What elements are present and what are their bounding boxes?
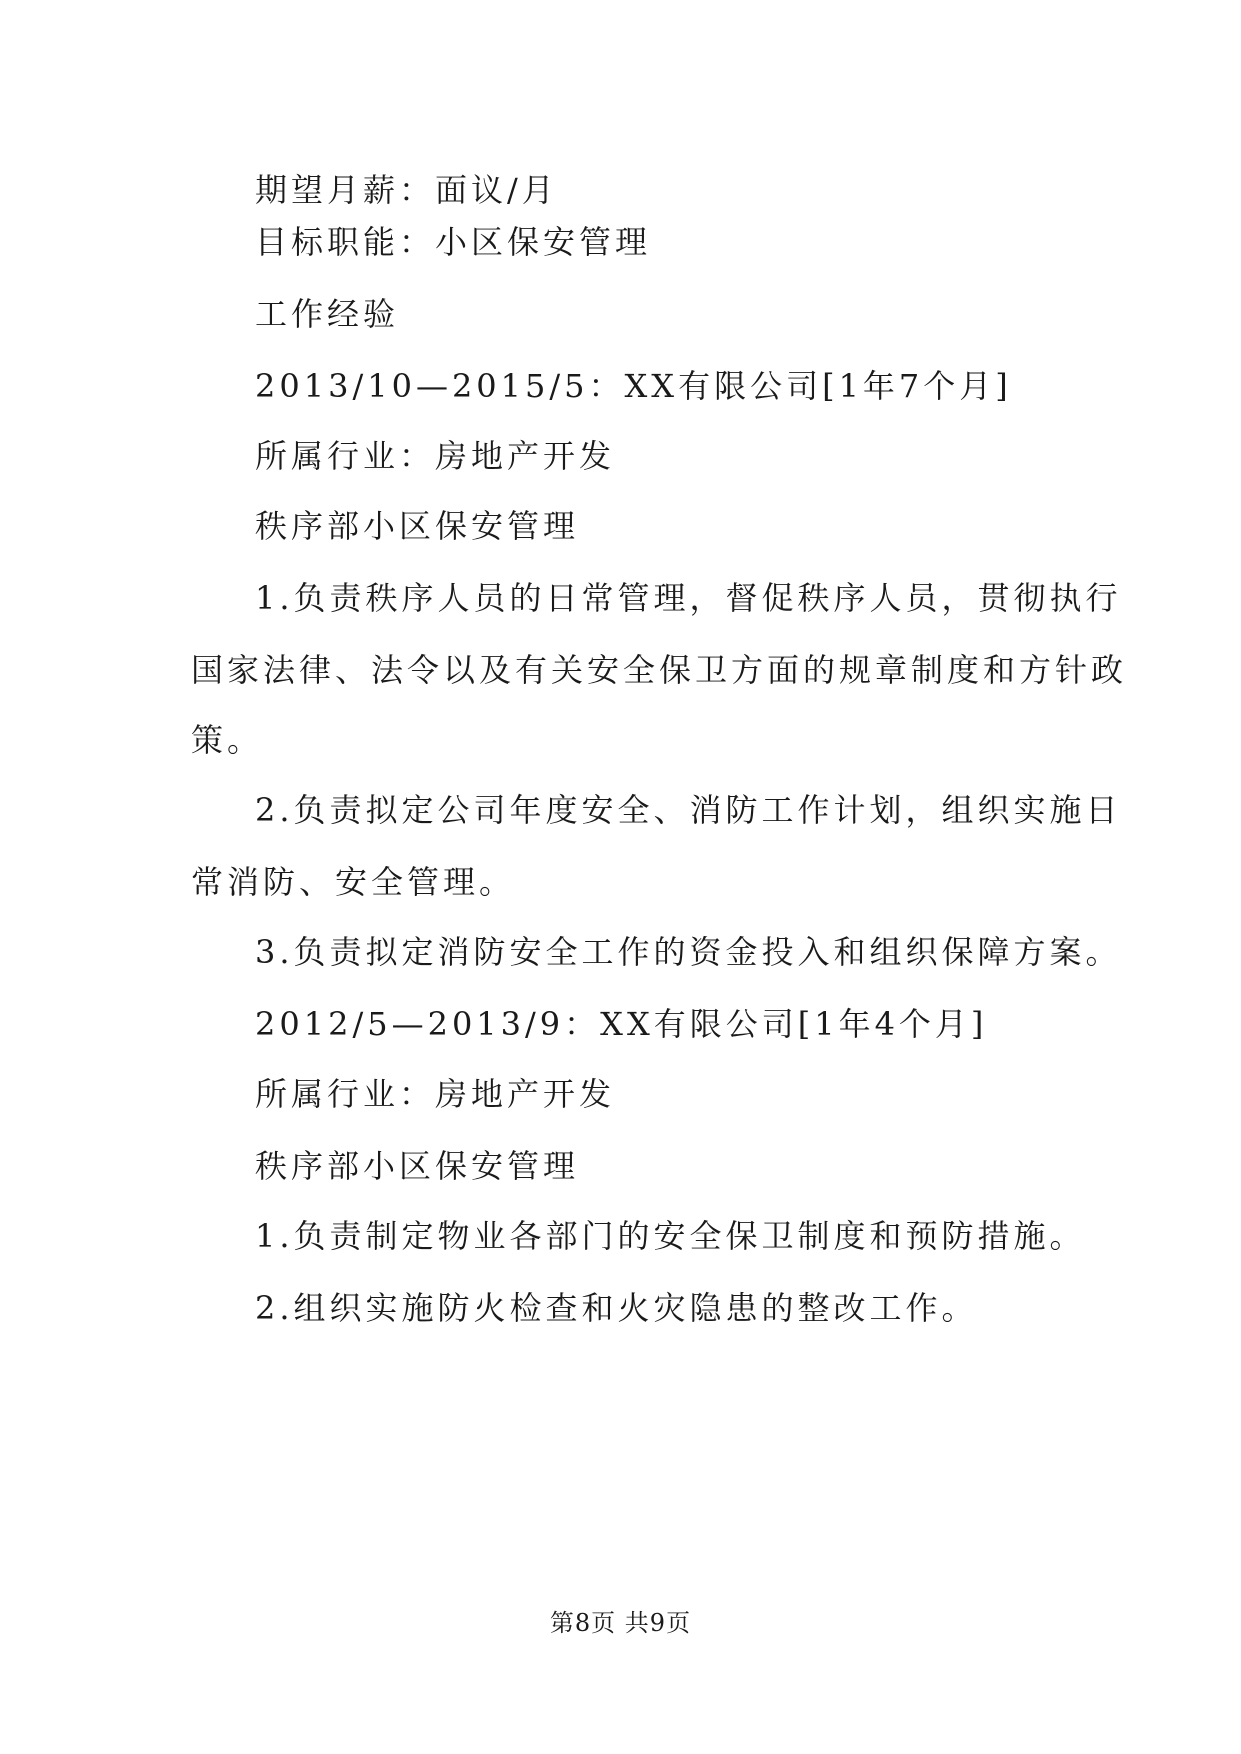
job2-industry-line: 所属行业：房地产开发: [255, 1075, 616, 1113]
expected-salary-line: 期望月薪：面议/月: [255, 171, 558, 209]
job2-period-line: 2012/5—2013/9：XX有限公司[1年4个月]: [255, 1005, 988, 1043]
job1-duty2-line1: 2.负责拟定公司年度安全、消防工作计划，组织实施日: [255, 791, 1122, 829]
work-experience-heading: 工作经验: [255, 295, 400, 333]
page-number-footer: 第8页 共9页: [549, 1609, 692, 1637]
job1-duty1-line1: 1.负责秩序人员的日常管理，督促秩序人员，贯彻执行: [255, 579, 1122, 617]
job1-duty1-line3: 策。: [191, 721, 264, 759]
job1-duty3-line: 3.负责拟定消防安全工作的资金投入和组织保障方案。: [255, 933, 1122, 971]
job1-period-line: 2013/10—2015/5：XX有限公司[1年7个月]: [255, 367, 1012, 405]
job2-position-line: 秩序部小区保安管理: [255, 1147, 580, 1185]
job1-industry-line: 所属行业：房地产开发: [255, 437, 616, 475]
job1-duty1-line2: 国家法律、法令以及有关安全保卫方面的规章制度和方针政: [191, 651, 1128, 689]
job2-duty2-line: 2.组织实施防火检查和火灾隐患的整改工作。: [255, 1289, 978, 1327]
job1-duty2-line2: 常消防、安全管理。: [191, 863, 516, 901]
target-function-line: 目标职能：小区保安管理: [255, 223, 652, 261]
job1-position-line: 秩序部小区保安管理: [255, 507, 580, 545]
job2-duty1-line: 1.负责制定物业各部门的安全保卫制度和预防措施。: [255, 1217, 1086, 1255]
